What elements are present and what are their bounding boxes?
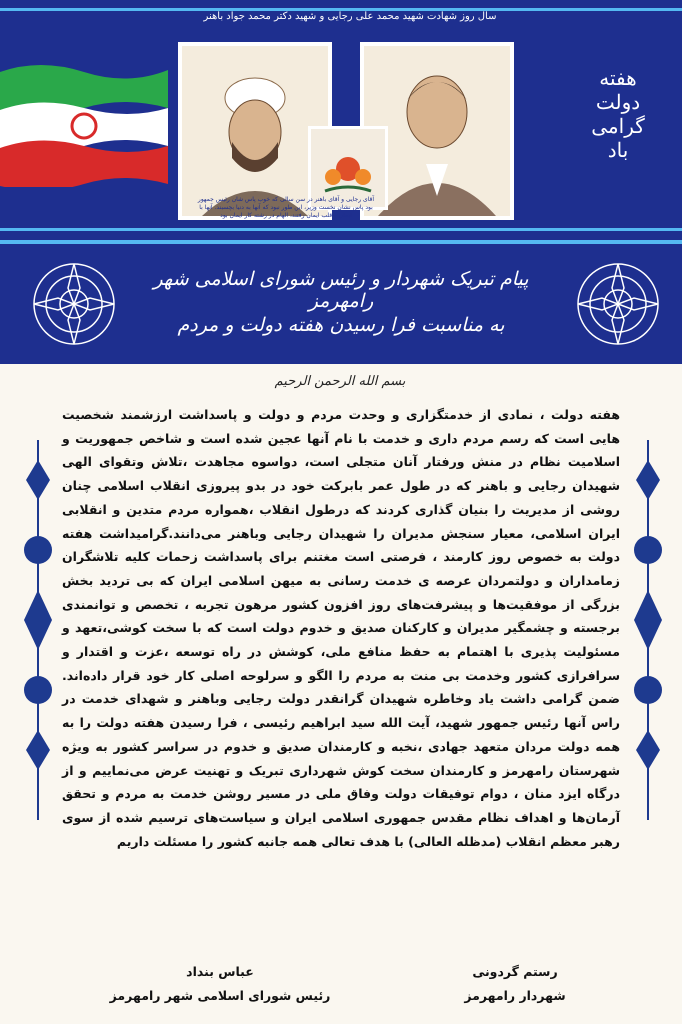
rosette-ornament-icon	[28, 258, 120, 350]
council-signature	[90, 960, 350, 1008]
slogan-line: دولت	[595, 90, 641, 114]
banner-top-caption: سال روز شهادت شهید محمد علی رجایی و شهید دکتر محمد جواد باهنر	[203, 11, 497, 22]
side-ornament-icon	[628, 440, 668, 820]
iran-flag-image	[0, 62, 168, 187]
banner-small-quote: آقای رجایی و آقای باهنر در سن سالی که خوب پاس شان رئیس جمهور بود پاس نشان نخست وزیر، این طور نبود که آنها به دنیا بچسبند. آنها با ایمان و قلب ایمان رفتند، الهام در رشته کار ایمان بود	[197, 196, 375, 219]
council-title: رئیس شورای اسلامی شهر رامهرمز	[109, 988, 331, 1003]
mayor-name: رستم گردونی	[472, 964, 558, 979]
title-band-edge	[0, 240, 682, 244]
slogan-line: هفته	[599, 66, 637, 90]
side-ornament-icon	[18, 440, 58, 820]
header-banner	[0, 0, 682, 240]
title-line-2: به مناسبت فرا رسیدن هفته دولت و مردم	[177, 314, 505, 336]
title-line-1: پیام تبریک شهردار و رئیس شورای اسلامی شهر رامهرمز	[153, 268, 529, 312]
rosette-ornament-icon	[572, 258, 664, 350]
slogan-line: باد	[607, 138, 629, 162]
slogan	[568, 66, 668, 162]
mayor-signature	[430, 960, 600, 1008]
slogan-line: گرامی	[591, 114, 645, 138]
council-name: عباس بنداد	[186, 964, 254, 979]
message-paragraph: هفته دولت ، نمادی از خدمتگزاری و وحدت مردم و دولت و پاسداشت ارزشمند شخصیت هایی است که رسم مردم داری و خدمت با نام آنها عجین شده است و شاخص جمهوریت و اسلامیت نظام در منش ورفتار آنان متجلی است، دواسوه مجاهدت ،تلاش وتقوای الهی شهیدان رجایی و باهنر که در طول عمر بابرکت خود در بدو پیروزی انقلاب اسلامی چنان روشی از مدیریت را بنیان گذاری کردند که درطول انقلاب ،همواره مردم متدین و انقلابی ایران اسلامی، معیار سنجش مدیران را شهیدان رجایی وباهنر می‌دانند.گرامیداشت هفته دولت به خصوص روز کارمند ، فرصتی است مغتنم برای پاسداشت زحمات کلیه تلاشگران زمامداران و دولتمردان عرصه ی خدمت رسانی به میهن اسلامی ایران که بی تردید بخش بزرگی از موفقیت‌ها و پیشرفت‌های روز افزون کشور مرهون تجربه ، تخصص و توانمندی برجسته و چشمگیر مدیران و کارکنان صدیق و خدوم دولت است که با سخت کوشی،تعهد و مسئولیت پذیری با اهتمام به حفظ منافع ملی، کوشش در راه توسعه ،عزت و اقتدار و سرافرازی کشور وخدمت بی منت به مردم را الگو و سرلوحه اصلی کار خود قرار داده‌اند. ضمن گرامی داشت یاد وخاطره شهیدان گرانقدر دولت رجایی وباهنر و شهدای خدمت در راس آنها رئیس جمهور شهید، آیت الله سید ابراهیم رئیسی ، فرا رسیدن هفته دولت را به همه دولت مردان متعهد جهادی ،نخبه و کارمندان صدیق و خدوم در سراسر کشور به ویژه شهرستان رامهرمز و کارمندان سخت کوش شهرداری تبریک و تهنیت عرض می‌نماییم و از درگاه ایزد منان ، دوام توفیقات دولت وفاق ملی در مسیر روشن خدمت به مردم و تحقق آرمان‌ها و اهداف نظام مقدس جمهوری اسلامی ایران و سیاست‌های ترسیم شده از سوی رهبر معظم انقلاب (مدظله العالی) با هدف تعالی همه جانبه کشور را مسئلت داریم	[62, 407, 620, 849]
mayor-title: شهردار رامهرمز	[464, 988, 566, 1003]
bismillah: بسم الله الرحمن الرحیم	[274, 374, 406, 389]
banner-stripe-bottom	[0, 228, 682, 231]
message-body	[62, 403, 620, 853]
